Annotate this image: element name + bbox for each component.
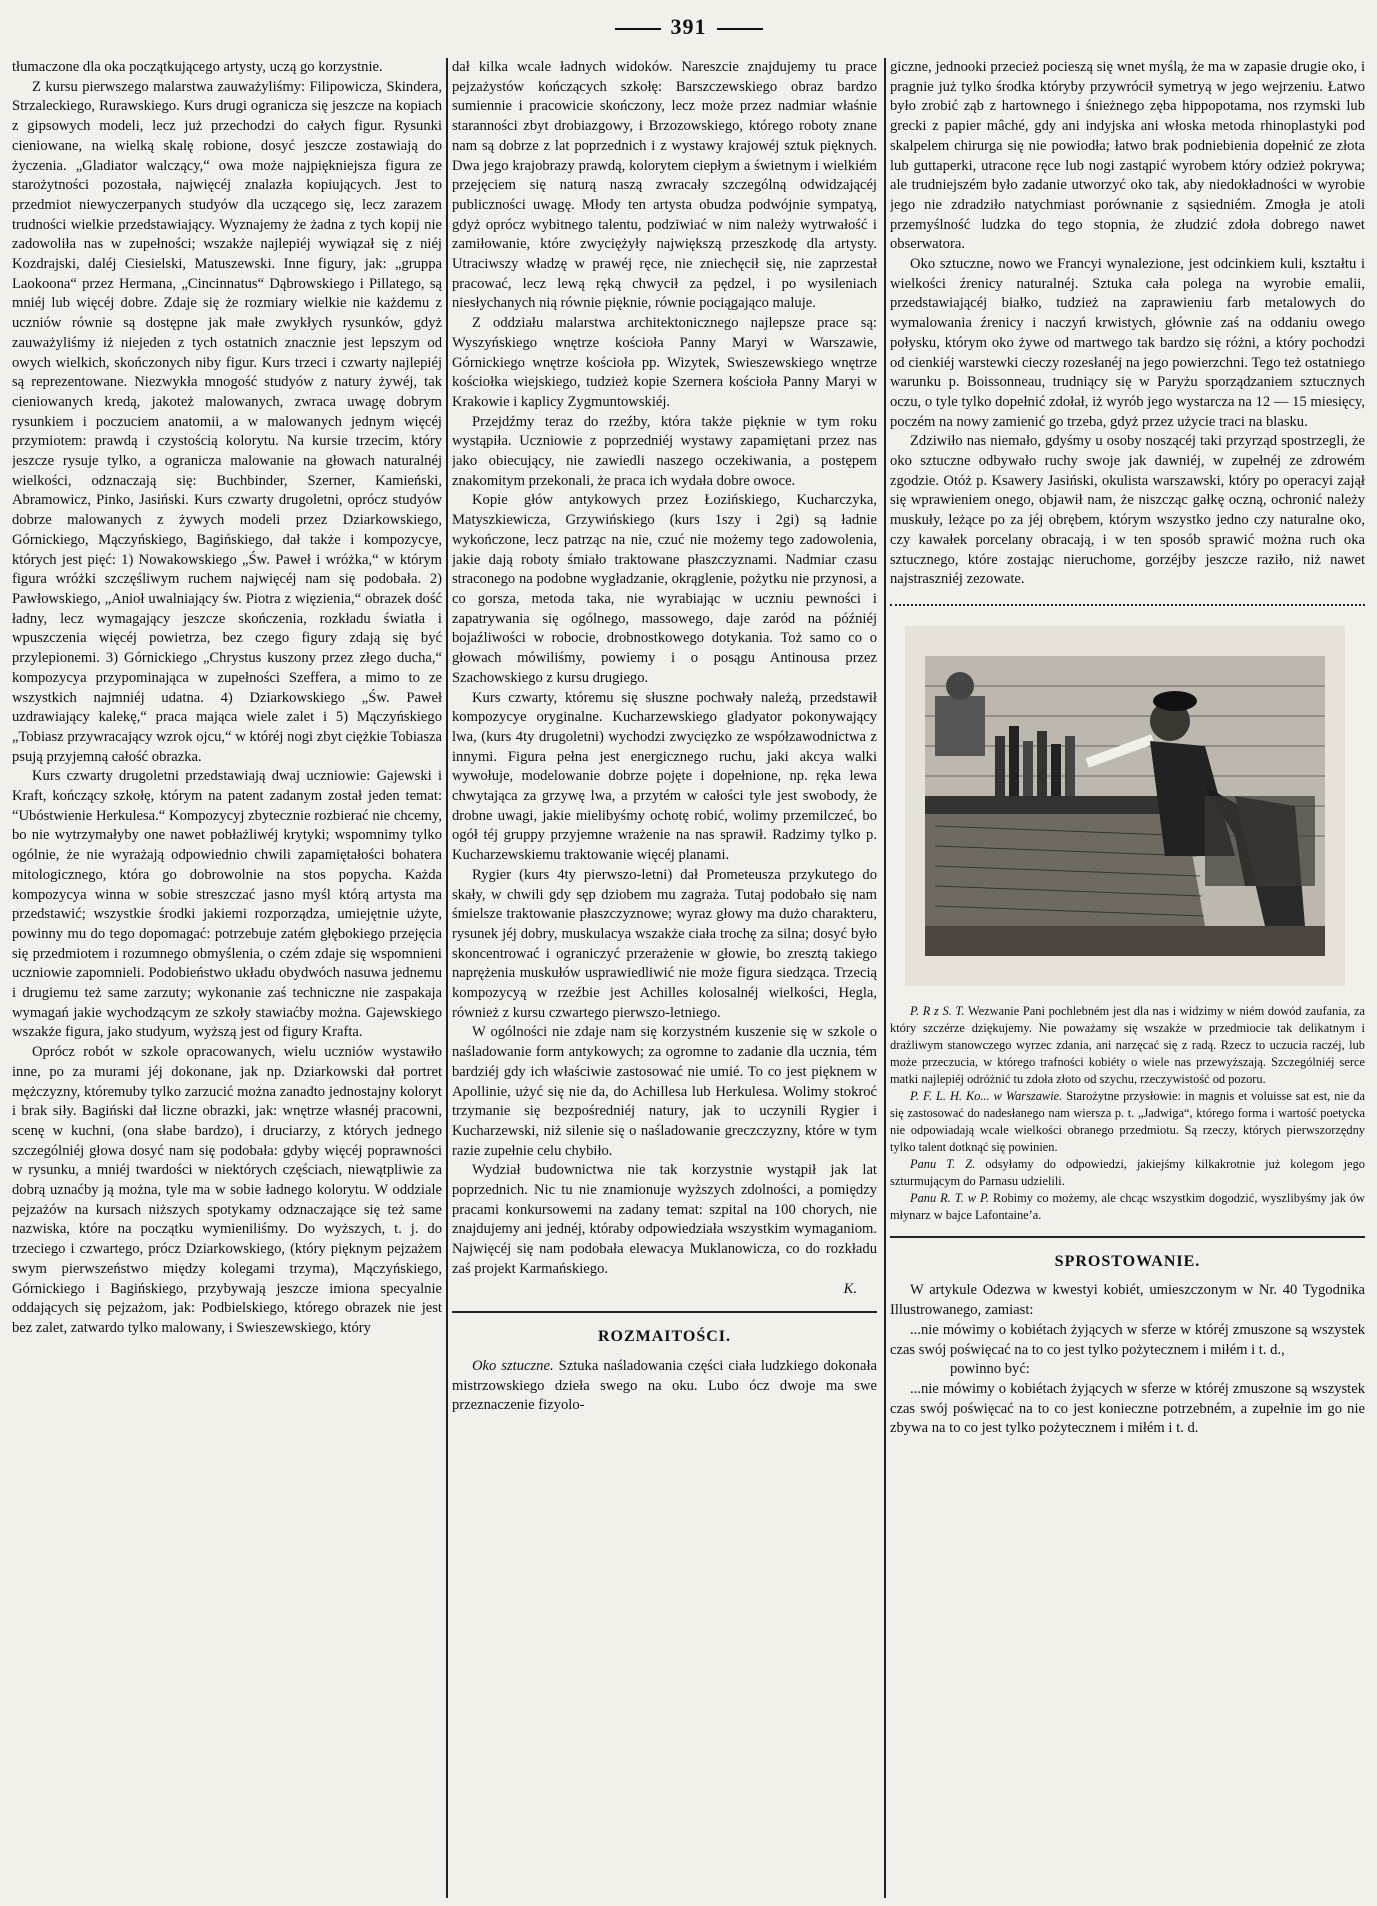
misc-lead: Oko sztuczne. bbox=[472, 1358, 554, 1374]
column-3 bbox=[890, 58, 1365, 1898]
notice-lead: P. F. L. H. Ko... w Warszawie. bbox=[910, 1088, 1063, 1103]
correction-title: SPROSTOWANIE. bbox=[1054, 1252, 1201, 1270]
correction-right: ...nie mówimy o kobiétach żyjących w sferze w któréj zmuszone są wszystek czas swój poświęcać na to co jest konieczne potrzebném, a zupełnie im go nie zbywa na to co jest tylko pożytecznem i miłém i t. d. bbox=[890, 1380, 1365, 1437]
paragraph: Rygier (kurs 4ty pierwszo-letni) dał Prometeusza przykutego do skały, w chwili gdy sęp dziobem mu zagraża. Tutaj podobało się nam śmielsze traktowanie płaszczyznowe; wyraz głowy ma dużo charakteru, rysunek jéj dobry, muskulacya wszakże ciała trochę za silna; dosyć było skoncentrować i ograniczyć przerażenie w głowie, bo zresztą takiego naprężenia muskułów usprawiedliwić nie może figura siedząca. Trzecią kompozycyą w rzeźbie jest Achilles kolosalnéj wielkości, Hegla, również z kursu czwartego pierwszo-letniego. bbox=[452, 866, 877, 1021]
correction-wrong: ...nie mówimy o kobiétach żyjących w sferze w któréj zmuszone są wszystek czas swój poświęcać na to co jest tylko pożytecznem i miłém i t. d., bbox=[890, 1321, 1365, 1358]
paragraph: Zdziwiło nas niemało, gdyśmy u osoby noszącéj taki przyrząd spostrzegli, że oko sztuczne odbywało ruchy swoje jak dawniéj, w zupełnéj ze zdrowém zgodzie. Otóż p. Ksawery Jasiński, okulista warszawski, który po operacyi zajął się wprawieniem onego, objawił nam, że niszcząc gałkę oczną, ochronić należy muskuły, leżące po za jéj obrębem, którym wszystko jedno czy naturalne oko, czy kawałek porcelany obracają, i w ten sposób sprawić można ruch oka sztucznego, które zostając nieruchome, gorzéjby jeszcze raziło, niż nawet najstraszniéj zezowate. bbox=[890, 433, 1365, 588]
column-1 bbox=[12, 58, 442, 1898]
column-2 bbox=[452, 58, 877, 1898]
notice-text: Starożytne przysłowie: in magnis et voluisse sat est, nie da się zastosować do nadesłanego nam wiersza p. t. „Jadwiga“, którego forma i wartość poetycka nie odpowiadają wcale wielkości obranego przedmiotu. Są rzeczy, których pierwszorzędny tylko talent dotknąć się powinien. bbox=[890, 1088, 1365, 1154]
section-title: ROZMAITOŚCI. bbox=[597, 1328, 732, 1346]
column-rule bbox=[446, 58, 448, 1898]
notice-text: Robimy co możemy, ale chcąc wszystkim dogodzić, wyszlibyśmy jak ów młynarz w bajce Lafontaine’a. bbox=[890, 1190, 1365, 1222]
paragraph: Z oddziału malarstwa architektonicznego najlepsze prace są: Wyszyńskiego wnętrze kościoła Panny Maryi w Warszawie, Górnickiego wnętrze kościoła pp. Wizytek, Swieszewskiego wnętrze kościołka wiejskiego, tudzież kopie Szernera kościoła Panny Maryi w Krakowie i kaplicy Zygmuntowskiéj. bbox=[452, 315, 877, 410]
paragraph: Oko sztuczne, nowo we Francyi wynalezione, jest odcinkiem kuli, kształtu i wielkości źrenicy naturalnéj. Sztuka cała polega na wyrobie emalii, przedstawiającéj białko, tudzież na zaprawieniu farb metalowych do wymalowania źrenicy i naczyń krwistych, głównie zaś na oddaniu owego połysku, którym oko żywe od martwego tak bardzo się różni, a który pochodzi od cienkiéj warstewki cieczy rozesłanéj na jego powierzchni. Tego też ostatniego warunku p. Boissonneau, trudniący się w Paryżu sporządzaniem sztucznych oczu, o tyle tylko dopełnić zdołał, iż wyrób jego wystarcza na 12 — 15 miesięcy, poczém na nowy zamienić go trzeba, gdyż przez użycie traci na blasku. bbox=[890, 256, 1365, 430]
paragraph: Kurs czwarty drugoletni przedstawiają dwaj uczniowie: Gajewski i Kraft, kończący szkołę, którym na patent zadanym został jeden temat: “Ubóstwienie Herkulesa.“ Kompozycyj zbytecznie rozbierać nie chcemy, bo nie wytrzymałyby one nawet pobłażliwéj krytyki; wspomnimy tylko ogólnie, że nie wyrażają odpowiednio chwili zapamiętałości bohatera mitologicznego, która go dobrowolnie na stos popycha. Każda kompozycya winna w sobie streszczać jasno myśl którą artysta ma przedstawić; wszystkie środki jakiemi rozporządza, umiejętnie użyte, powinny mu do tego dopomagać: potrzebuje zatém głębokiego przejęcia się przedmiotem i rozumnego obmyślenia, o czém zdaje się wspomnieni uczniowie zapomnieli. Podobieństwo układu obydwóch nasuwa jednemu i drugiemu też same zarzuty; wykonanie zaś techniczne nie zaspakaja wymagań jakie wychodzącym ze szkoły stawiaćby można. Gajewskiego wszakże figura, jako studyum, wyższą jest od figury Krafta. bbox=[12, 768, 442, 1041]
correction-label: powinno być: bbox=[950, 1361, 1030, 1378]
paragraph: Oprócz robót w szkole opracowanych, wielu uczniów wystawiło inne, po za murami jéj dokonane, jak np. Dziarkowski dał portret mężczyzny, któremuby tylko zarzucić można zanadto jednostajny koloryt i brak siły. Bagiński dał liczne obrazki, jak: wnętrze własnéj pracowni, scenę w kuchni, (ona słabe bardzo), i druciarzy, z których jednego szczególniéj głowa dosyć nam się podobała: gdyby więcéj poprawności w rysunku, a mniéj twardości w niektórych częściach, niewątpliwie za dobrą uznaćby ją można, tyle ma w sobie ładnego kolorytu. W oddziale pejzażów na kursach niższych spotykamy odznaczające się też same nazwiska, które na początku wymieniliśmy. Do wyższych, t. j. do trzeciego i czwartego, prócz Dziarkowskiego, (który pięknym pejzażem swym pierwszeństwo między kolegami trzyma), Mączyńskiego, Górnickiego i Bagińskiego, przybywają jeszcze imiona specyalnie oddających się pejzażom, jak: Podbielskiego, którego obrazek nie jest bez zalet, zatwardo tylko malowany, i Swieszewskiego, który bbox=[12, 1044, 442, 1336]
paragraph: giczne, jednooki przecież pocieszą się wnet myślą, że ma w zapasie drugie oko, i pragnie już tylko środka któryby przywrócił symetryą w jego wejrzeniu. Łatwo było zrobić ząb z hartownego i śnieżnego zęba hippopotama, nos rzymski lub grecki z papier mâché, gdy ani indyjska ani włoska metoda rhinoplastyki pod skalpelem chirurga się nie powiodła; łatwo brak podniebienia dopełnić ze złota lub guttaperki, utracone ręce lub nogi zastąpić wyrobem który odzież pokrywa; ale trudniejszém było zadanie utworzyć oko tak, aby niedokładności w wyrobie jego nie zdradziło natychmiast porównanie z sąsiedniém. Zmogła je atoli przemyślność ludzka do tego stopnia, że złudzić zdoła dobrego nawet obserwatora. bbox=[890, 59, 1365, 253]
paragraph: Z kursu pierwszego malarstwa zauważyliśmy: Filipowicza, Skindera, Strzaleckiego, Rurawskiego. Kurs drugi ogranicza się jeszcze na kopiach z gipsowych modeli, lecz już przechodzi do całych figur. Rysunki cieniowane, na wielką skalę robione, dosyć jeszcze zostawiają do życzenia. „Gladiator walczący,“ owa może najpiękniejsza figura ze starożytności pozostała, najwięcéj znalazła kopiujących. Jest to przedmiot niewyczerpanych studyów dla uczącego się, lecz zarazem trudności wielkie przedstawiający. Wyznajemy że żadna z tych kopij nie zadowoliła nas w zupełności; wszakże najlepiéj wywiązał się z niéj Kozdrajski, daléj Ciesielski, Matuszewski. Inne figury, jak: „gruppa Laokoona“ przez Hermana, „Cincinnatus“ Dąbrowskiego i Pillatego, są mniéj lub więcéj dobre. Zdaje się że rozmiary wielkie nie każdemu z uczniów równie są dostępne jak małe zwykłych rysunków, gdyż zauważyliśmy iż niejeden z tych ostatnich znacznie jest lepszym od owych wielkich, skończonych niby figur. Kurs trzeci i czwarty najlepiéj są reprezentowane. Niezwykła mnogość studyów z natury żywéj, tak cieniowanych kredą, jakoteż malowanych, zwraca uwagę dobrym rysunkiem i poczuciem anatomii, a w malowanych jednym więcéj przymiotem: prawdą i czystością kolorytu. Na kursie trzecim, który jeszcze rysuje tylko, a ogranicza malowanie na głowach naturalnéj wielkości, odznaczają się: Buchbinder, Szerner, Kamieński, Abramowicz, Pinko, Jasiński. Kurs czwarty drugoletni, oprócz studyów dobrze malowanych z żywych modeli przez Dziarkowskiego, Górnickiego, Mączyńskiego, Bagińskiego, dał także i kompozycye, których jest pięć: 1) Nowakowskiego „Św. Paweł i wróżka,“ w którym figura wróżki szczęśliwym ruchem najwięcéj nam się podobała. 2) Pawłowskiego, „Anioł uwalniający św. Piotra z więzienia,“ obrazek dość ładny, lecz wymagający jeszcze skończenia, rozkładu światła i wpuszczenia więcéj powietrza, bez czego figury zdają się być przylepionemi. 3) Górnickiego „Chrystus kuszony przez złego ducha,“ kompozycya przypominająca w zupełności Szeffera, a mimo to ze wszystkich najmniéj udatna. 4) Dziarkowskiego „Św. Paweł uzdrawiający kalekę,“ praca mająca wiele zalet i 5) Mączyńskiego „Tobiasz przywracający wzrok ojcu,“ w któréj nogi zbyt ciężkie Tobiasza psują przyjemną całość obrazka. bbox=[12, 78, 442, 765]
notice-text: Wezwanie Pani pochlebném jest dla nas i widzimy w niém dowód zaufania, za który szczérze dziękujemy. Nie poważamy się wszakże w przedmiocie tak delikatnym i drażliwym stanowczego wyrzec zdania, ani narzęcać się z radą. Rzecz to uczucia raczéj, lub może przeczucia, w którego trafności kobiéty o wiele nas przewyższają. Szczególniéj serce matki najlepiéj odróżnić tu zdoła złoto od szychu, rzeczywistość od pozoru. bbox=[890, 1003, 1365, 1086]
notice-lead: Panu R. T. w P. bbox=[910, 1190, 990, 1205]
divider bbox=[452, 1311, 877, 1313]
paragraph: Kopie głów antykowych przez Łozińskiego, Kucharczyka, Matyszkiewicza, Grzywińskiego (kurs 1szy i 2gi) są ładnie wykończone, lecz patrząc na nie, czuć nie możemy tego zadowolenia, jakie dają roboty śmiało traktowane płaszczyznami. Nadmiar czasu straconego na podobne wygładzanie, okrąglenie, pożytku nie przynosi, a co gorsza, metoda taka, nie wyrabiając w uczniu pewności i zapatrywania się ogólnego, massowego, daje zaród na późniéj bojaźliwości w robocie, drobnostkowego dotykania. Toż samo co o głowach mówiliśmy, powiemy i o posągu Antinousa przez Szachowskiego z kursu drugiego. bbox=[452, 492, 877, 686]
paragraph: W ogólności nie zdaje nam się korzystném kuszenie się w szkole o naśladowanie form antykowych; za ogromne to zadanie dla ucznia, tém bardziéj gdy ich właściwie zastosować nie umié. To co jest pięknem w Apollinie, użyć się nie da, do Achillesa lub Herkulesa. Wolimy stokroć trzymanie się bezpośredniéj natury, jak to uczynili Rygier i Kucharzewski, niż silenie się o naśladowanie greczczyzny, które w tym razie zupełnie celu chybiło. bbox=[452, 1024, 877, 1159]
paragraph: Wydział budownictwa nie tak korzystnie wystąpił jak lat poprzednich. Nic tu nie znamionuje wyższych zdolności, a pomiędzy pracami konkursowemi na zadany temat: szpital na 100 chorych, nie znajdujemy ani jednéj, któraby odpowiedziała wszystkim wymaganiom. Najwięcéj się nam podobała elewacya Muklanowicza, co do rozkładu zaś projekt Karmańskiego. bbox=[452, 1162, 877, 1277]
paragraph: Kurs czwarty, któremu się słuszne pochwały należą, przedstawił kompozycye oryginalne. Kucharzewskiego gladyator pokonywający lwa, (kurs 4ty drugoletni) wychodzi zwycięzko ze współzawodnictwa z innymi. Figura pełna jest energicznego ruchu, jaki akcya walki wywołuje, modelowanie dobrze pojęte i dopełnione, np. ręka lewa chwytająca za grzywę lwa, a przytém w całości tyle jest swobody, że drobne uwagi, jakie mielibyśmy ochotę robić, wolimy przemilczeć, bo ogół téj gruppy przyjemne wrażenie na nas sprawił. Radzimy tylko p. Kucharzewskiemu traktowanie więcéj planami. bbox=[452, 689, 877, 864]
paragraph: Przejdźmy teraz do rzeźby, która także pięknie w tym roku wystąpiła. Uczniowie z poprzedniéj wystawy zapamiętani przez nas jako obiecujący, nie zawiedli naszego oczekiwania, a postępem znakomitym przekonali, że praca ich wydała dobre owoce. bbox=[452, 413, 877, 489]
misc-text: Sztuka naśladowania części ciała ludzkiego dokonała mistrzowskiego dzieła swego na oku. Lubo ócz dwoje ma swe przeznaczenie fizyolo- bbox=[452, 1358, 877, 1414]
notice-lead: P. R z S. T. bbox=[910, 1003, 965, 1018]
divider bbox=[890, 1236, 1365, 1238]
notices-to-correspondents bbox=[890, 1003, 1365, 1224]
notice-text: odsyłamy do odpowiedzi, jakiejśmy kilkakrotnie już kolegom jego szturmującym do Parnasu udzielili. bbox=[890, 1156, 1365, 1188]
article-signature: K. bbox=[843, 1280, 857, 1297]
paragraph: dał kilka wcale ładnych widoków. Nareszcie znajdujemy tu prace pejzażystów kończących szkołę: Barszczewskiego obraz bardzo sumiennie i pracowicie skończony, lecz może przez nadmiar właśnie staranności zbyt drobiazgowy, i Brzozowskiego, którego roboty znane nam są dobrze z lat poprzednich i z wystawy krajowéj sztuk pięknych. Dwa jego krajobrazy prawdą, kolorytem ciepłym a świetnym i wielkiém przejęciem się naturą naszą zwracały szczególną odwidzającéj publiczności uwagę. Młody ten artysta obudza podwójnie sympatyą, gdyż oprócz wybitnego talentu, podziwiać w nim należy wytrwałość i zamiłowanie, które zwyciężyły największą przeszkodę dla artysty. Utraciwszy władzę w prawéj ręce, nie zniechęcił się, nie zaprzestał pracować, lecz lewą ręką chwycił za pędzel, i po wysileniach niesłychanych nią równie pięknie, równie pociągająco maluje. bbox=[452, 59, 877, 312]
notice-lead: Panu T. Z. bbox=[910, 1156, 976, 1171]
column-rule bbox=[884, 58, 886, 1898]
engraving-man-at-desk bbox=[905, 626, 1345, 986]
page-number: 391 bbox=[0, 14, 1377, 40]
paragraph: tłumaczone dla oka początkującego artysty, uczą go korzystnie. bbox=[12, 59, 383, 75]
divider bbox=[890, 604, 1365, 606]
correction-intro: W artykule Odezwa w kwestyi kobiét, umieszczonym w Nr. 40 Tygodnika Illustrowanego, zamiast: bbox=[890, 1282, 1365, 1319]
